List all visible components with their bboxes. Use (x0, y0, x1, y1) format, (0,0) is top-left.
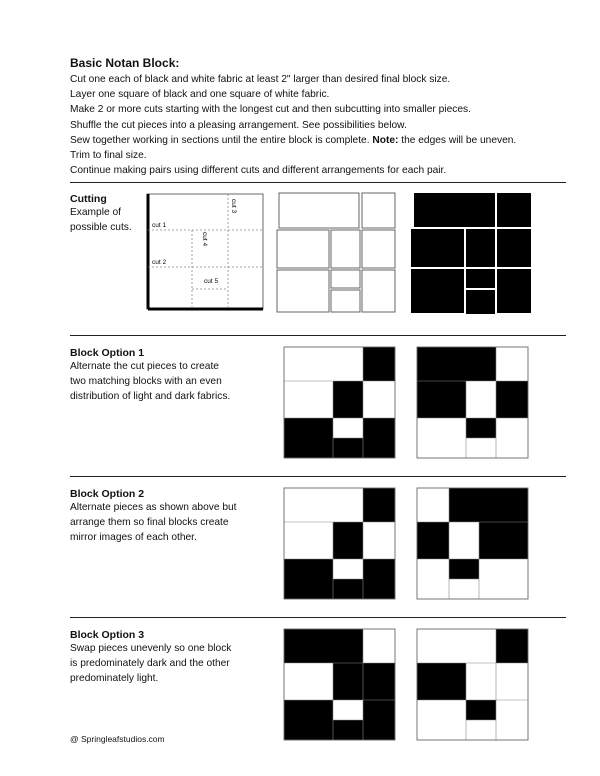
intro-line-2: Layer one square of black and one square of white fabric. (70, 89, 330, 101)
black-piece (411, 229, 464, 267)
white-piece (277, 230, 329, 268)
black-piece (414, 193, 495, 227)
option-3-desc-line-1: Swap pieces unevenly so one block (70, 643, 232, 654)
divider (70, 182, 566, 183)
option-3-desc-line-2: is predominately dark and the other (70, 657, 230, 669)
black-piece (497, 269, 531, 313)
white-piece (362, 270, 395, 312)
option-1-block-a (283, 346, 397, 460)
intro-line-4: Shuffle the cut pieces into a pleasing arrangement. See possibilities below. (70, 119, 407, 131)
page-title: Basic Notan Block: (70, 56, 180, 70)
intro-line-6: Trim to final size. (70, 150, 147, 162)
divider (70, 335, 566, 336)
option-3-block-a (283, 628, 397, 742)
white-piece (277, 270, 329, 312)
black-piece (497, 229, 531, 267)
intro-line-3: Make 2 or more cuts starting with the longest cut and then subcutting into smaller pieces. (70, 104, 471, 116)
option-2-title: Block Option 2 (70, 488, 145, 500)
cutting-title: Cutting (70, 193, 107, 205)
cut-1-label: cut 1 (152, 222, 167, 229)
intro-line-1: Cut one each of black and white fabric at least 2" larger than desired final block size. (70, 74, 451, 85)
intro-line-7: Continue making pairs using different cuts and different arrangements for each pair. (70, 165, 447, 177)
note-label: Note: (372, 134, 399, 146)
black-pieces-diagram (410, 192, 534, 316)
cut-5-label: cut 5 (204, 278, 219, 285)
cutting-desc-line-2: possible cuts. (70, 221, 132, 233)
option-1-title: Block Option 1 (70, 347, 145, 359)
option-2-desc-line-2: arrange them so final blocks create (70, 516, 229, 528)
white-piece (362, 193, 395, 228)
black-piece (497, 193, 531, 227)
cutting-desc-line-1: Example of (70, 207, 121, 218)
intro-section (70, 56, 570, 178)
intro-line-5-text: Sew together working in sections until the entire block is complete. (70, 134, 370, 146)
cut-2-label: cut 2 (152, 259, 167, 266)
divider (70, 617, 566, 618)
black-piece (466, 229, 495, 267)
white-pieces-diagram (276, 192, 398, 316)
option-1-desc-line-1: Alternate the cut pieces to create (70, 361, 219, 372)
option-3-section (70, 628, 270, 686)
white-piece (331, 270, 360, 288)
option-3-desc-line-3: predominately light. (70, 672, 159, 684)
black-piece (411, 269, 464, 313)
black-piece (466, 269, 495, 288)
black-piece (466, 290, 495, 314)
footer-credit: @ Springleafstudios.com (70, 734, 165, 744)
option-2-block-b (416, 487, 530, 601)
white-piece (279, 193, 359, 228)
cut-diagram (146, 192, 266, 312)
note-text: the edges will be uneven. (398, 134, 517, 146)
option-2-desc-line-1: Alternate pieces as shown above but (70, 502, 237, 513)
cut-4-label: cut 4 (201, 232, 208, 247)
option-1-desc-line-3: distribution of light and dark fabrics. (70, 390, 231, 402)
cut-3-label: cut 3 (230, 199, 237, 214)
option-2-desc-line-3: mirror images of each other. (70, 531, 197, 543)
option-2-section (70, 487, 270, 545)
option-1-block-b (416, 346, 530, 460)
white-piece (331, 290, 360, 312)
white-piece (331, 230, 360, 268)
option-1-section (70, 346, 270, 404)
white-piece (362, 230, 395, 268)
option-3-block-b (416, 628, 530, 742)
option-2-block-a (283, 487, 397, 601)
option-1-desc-line-2: two matching blocks with an even (70, 375, 222, 387)
intro-line-5 (70, 133, 570, 148)
option-3-title: Block Option 3 (70, 629, 145, 641)
divider (70, 476, 566, 477)
